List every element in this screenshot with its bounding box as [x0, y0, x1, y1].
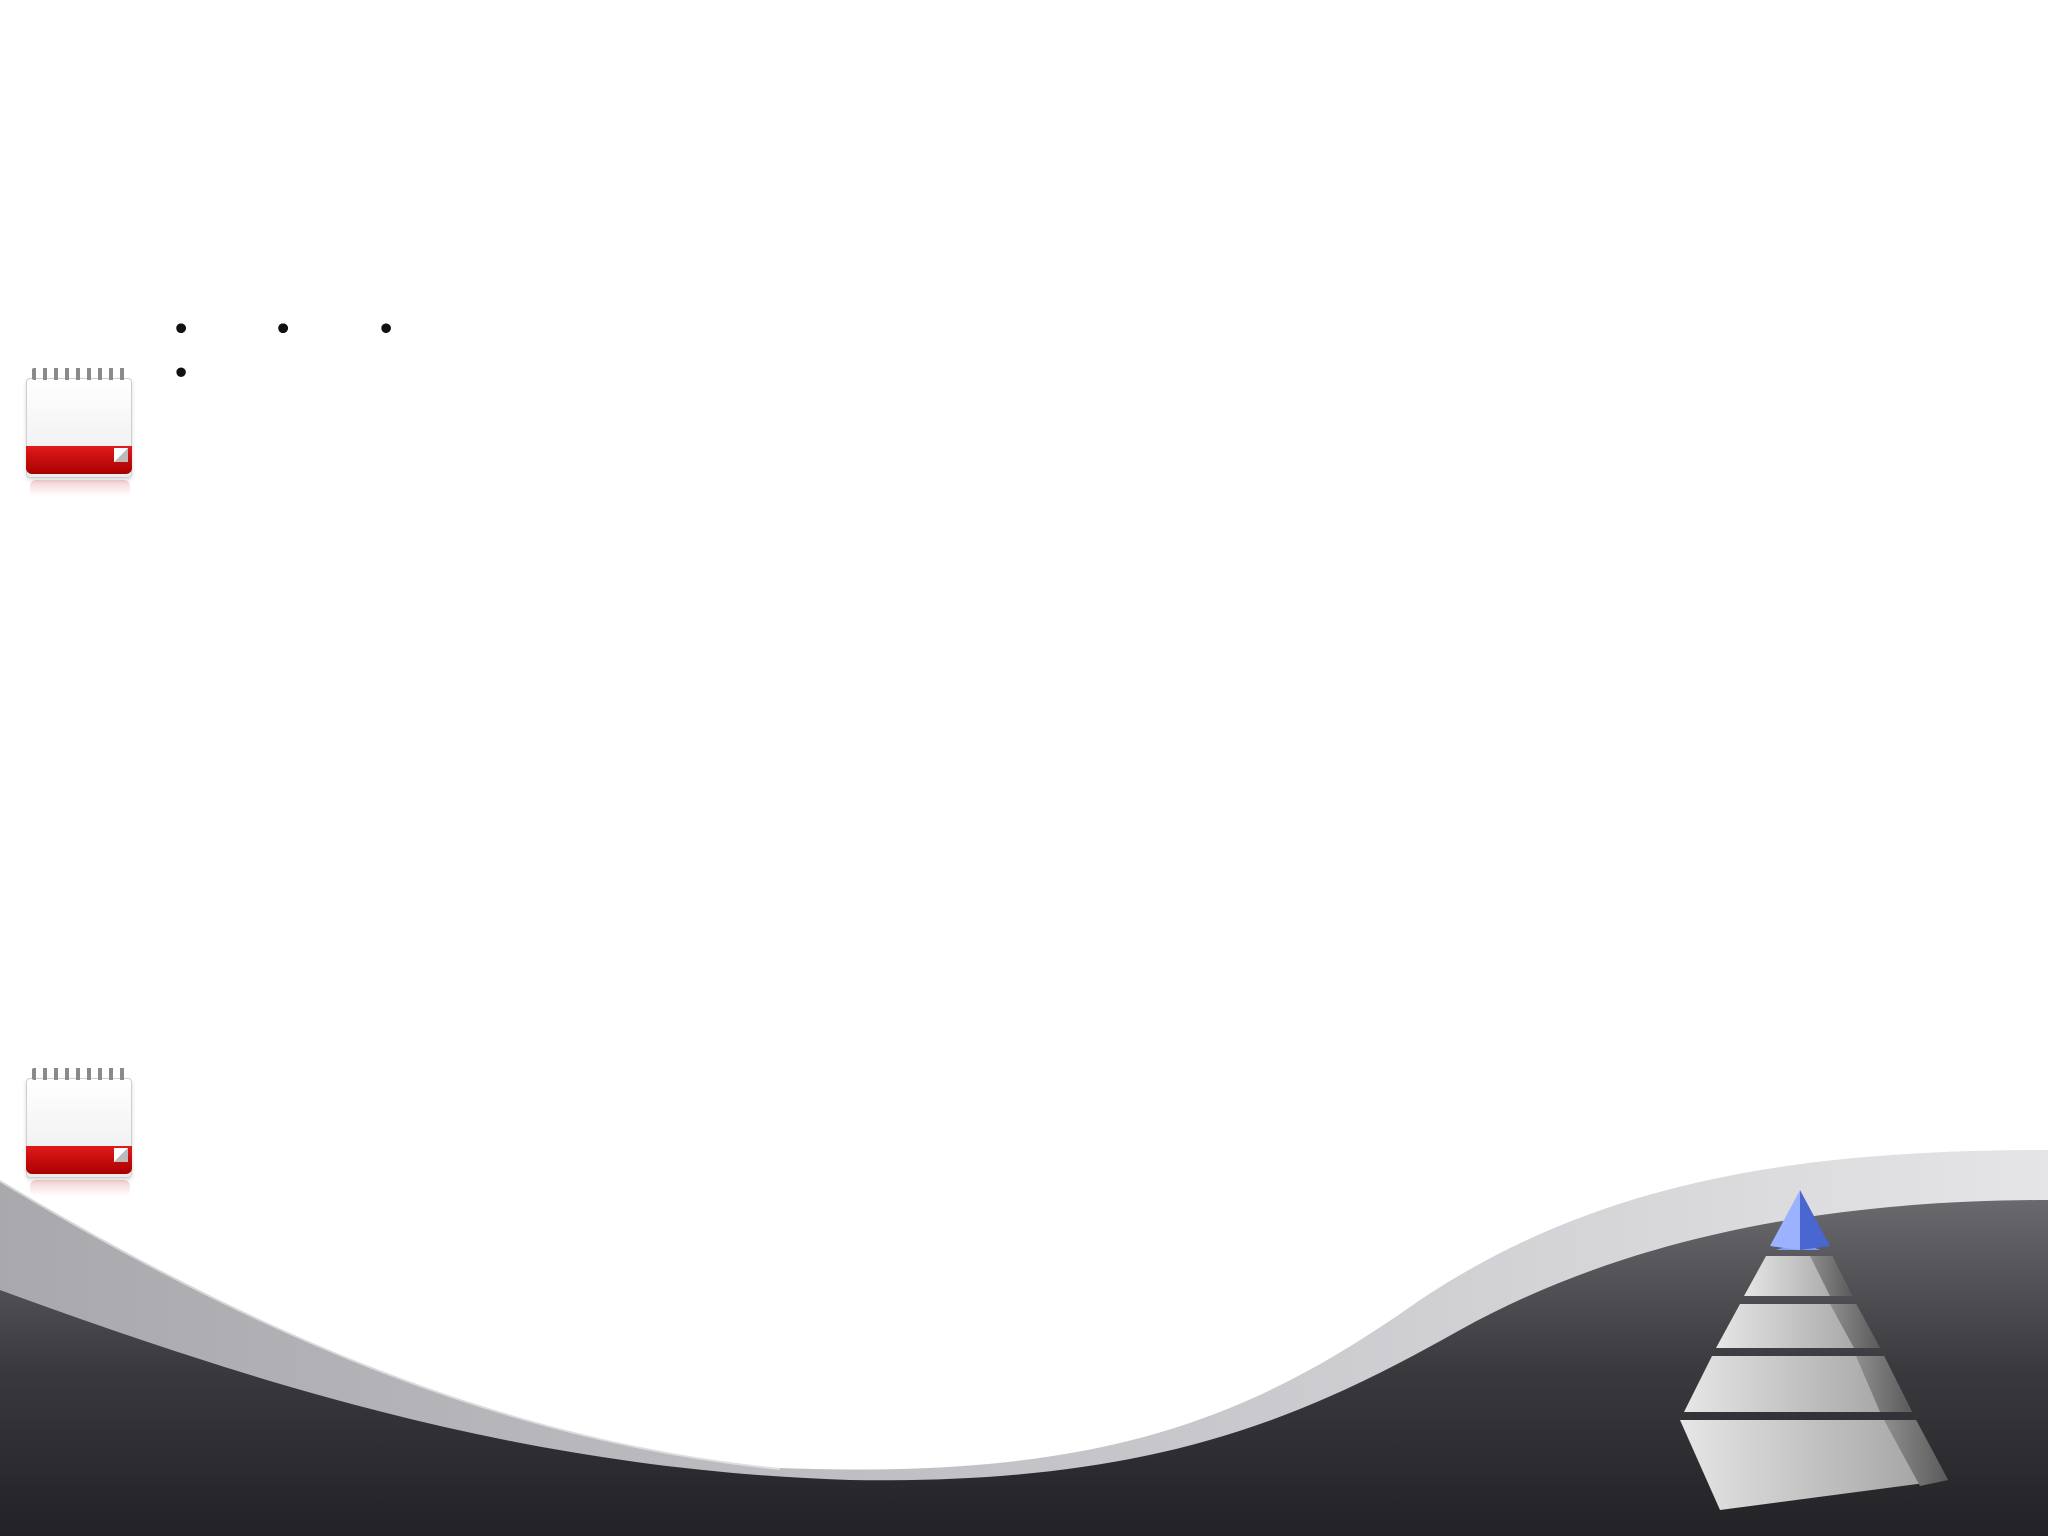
- slide-content: [175, 218, 1965, 351]
- pyramid-top: [1800, 1190, 1830, 1250]
- pyramid-tier-top: [1770, 1190, 1830, 1250]
- pyramid-graphic: [1680, 1180, 2048, 1536]
- calendar-icon: [26, 368, 134, 508]
- goal-statement: [175, 218, 1965, 263]
- calendar-icon: [26, 1068, 134, 1208]
